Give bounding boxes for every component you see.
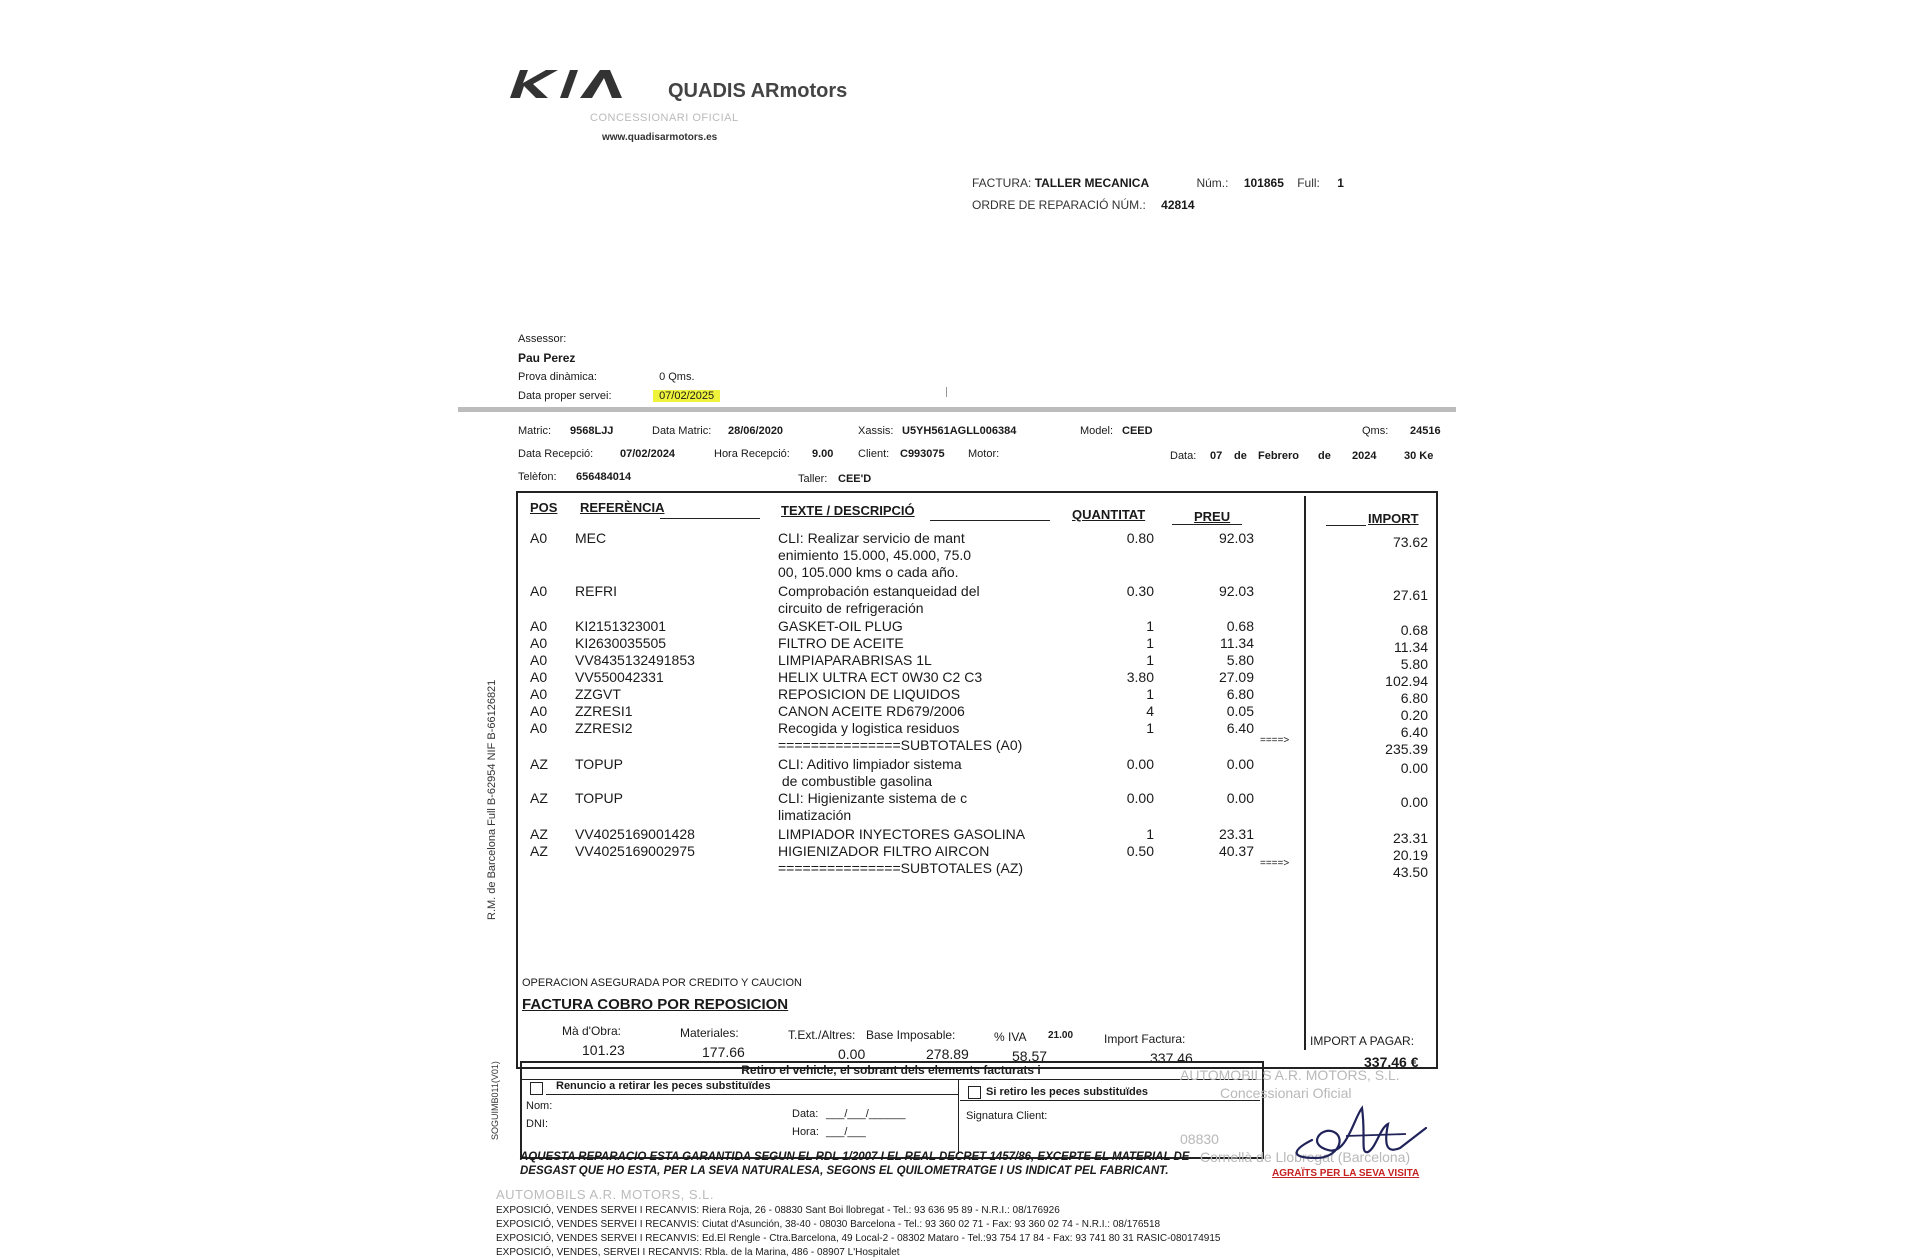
line-price: 40.37 bbox=[1218, 843, 1254, 859]
line-price: 6.80 bbox=[1226, 686, 1254, 702]
line-price: 92.03 bbox=[1218, 530, 1254, 546]
taller-label: Taller: bbox=[798, 473, 828, 485]
line-reference: ZZRESI1 bbox=[575, 703, 633, 719]
iva-rate: 21.00 bbox=[1048, 1030, 1074, 1041]
line-pos: A0 bbox=[530, 686, 548, 702]
repair-order-row bbox=[972, 198, 1195, 212]
stamp-line-1: AUTOMOBILS A.R. MOTORS, S.L. bbox=[1180, 1067, 1400, 1083]
company-name-footer: AUTOMOBILS A.R. MOTORS, S.L. bbox=[496, 1187, 714, 1202]
guarantee-text bbox=[520, 1150, 1189, 1178]
factura-cobro-title: FACTURA COBRO POR REPOSICION bbox=[522, 996, 789, 1013]
line-import: 0.68 bbox=[1400, 622, 1428, 638]
line-pos: A0 bbox=[530, 652, 548, 668]
stamp-line-2: Concessionari Oficial bbox=[1220, 1085, 1352, 1101]
line-price: 5.80 bbox=[1226, 652, 1254, 668]
line-pos: AZ bbox=[530, 756, 548, 772]
line-description: REPOSICION DE LIQUIDOS bbox=[778, 686, 961, 702]
hora-label-sig: Hora: bbox=[792, 1126, 819, 1138]
telefon-value: 656484014 bbox=[576, 471, 632, 483]
line-description: CLI: Aditivo limpiador sistema de combustible gasolina bbox=[778, 756, 962, 789]
prova-row bbox=[518, 368, 720, 387]
import-pagar-value: 337.46 € bbox=[1364, 1054, 1419, 1070]
line-quantity: 0.30 bbox=[1126, 583, 1154, 599]
line-quantity: 0.80 bbox=[1126, 530, 1154, 546]
line-reference: VV4025169001428 bbox=[575, 826, 695, 842]
line-reference: TOPUP bbox=[575, 790, 623, 806]
line-quantity: 0.00 bbox=[1126, 756, 1154, 772]
line-description: CLI: Higienizante sistema de c limatización bbox=[778, 790, 968, 823]
line-pos: A0 bbox=[530, 635, 548, 651]
data-code: 30 Ke bbox=[1404, 450, 1434, 462]
thanks-text: AGRAÏTS PER LA SEVA VISITA bbox=[1272, 1168, 1420, 1179]
line-reference: VV550042331 bbox=[575, 669, 664, 685]
hora-value: 9.00 bbox=[812, 448, 834, 460]
signature-divider bbox=[958, 1080, 959, 1154]
line-reference: REFRI bbox=[575, 583, 617, 599]
line-import: 27.61 bbox=[1392, 587, 1428, 603]
renuncio-label: Renuncio a retirar les peces substituïdes bbox=[556, 1080, 771, 1092]
base-label: Base Imposable: bbox=[866, 1028, 956, 1042]
line-import: 23.31 bbox=[1392, 830, 1428, 846]
line-quantity: 1 bbox=[1146, 652, 1154, 668]
line-reference: TOPUP bbox=[575, 756, 623, 772]
line-quantity: 1 bbox=[1146, 826, 1154, 842]
line-quantity: 4 bbox=[1146, 703, 1154, 719]
line-quantity: 0.50 bbox=[1126, 843, 1154, 859]
model-value: CEED bbox=[1122, 425, 1153, 437]
line-pos: A0 bbox=[530, 669, 548, 685]
brand-name: QUADIS ARmotors bbox=[668, 80, 848, 102]
price-header-rule bbox=[1172, 524, 1242, 525]
line-pos: AZ bbox=[530, 790, 548, 806]
line-price: 0.05 bbox=[1226, 703, 1254, 719]
ma-obra-label: Mà d'Obra: bbox=[562, 1024, 621, 1038]
line-description: HIGIENIZADOR FILTRO AIRCON bbox=[778, 843, 990, 859]
line-price: 6.40 bbox=[1226, 720, 1254, 736]
xassis-value: U5YH561AGLL006384 bbox=[902, 425, 1017, 437]
line-description: LIMPIAPARABRISAS 1L bbox=[778, 652, 932, 668]
line-import: 0.00 bbox=[1400, 794, 1428, 810]
col-header-ref: REFERÈNCIA bbox=[580, 500, 665, 515]
line-description: Comprobación estanqueidad del circuito de refrigeración bbox=[778, 583, 980, 616]
motor-label: Motor: bbox=[968, 448, 1000, 460]
import-header-rule bbox=[1326, 525, 1366, 526]
registry-text: R.M. de Barcelona Full B-62954 NIF B-66126821 bbox=[486, 679, 498, 920]
col-header-import: IMPORT bbox=[1368, 511, 1419, 526]
subtotal-arrow: ====> bbox=[1260, 858, 1290, 869]
model-label: Model: bbox=[1080, 425, 1114, 437]
full-label: Full: bbox=[1297, 176, 1320, 190]
data-label: Data: bbox=[1170, 450, 1197, 462]
renuncio-checkbox[interactable] bbox=[530, 1082, 543, 1095]
data-year: 2024 bbox=[1352, 450, 1377, 462]
line-pos: A0 bbox=[530, 720, 548, 736]
data-matric-value: 28/06/2020 bbox=[728, 425, 784, 437]
iva-value: 58.57 bbox=[1012, 1048, 1048, 1064]
data-day: 07 bbox=[1210, 450, 1223, 462]
materials-label: Materiales: bbox=[680, 1026, 739, 1040]
line-description: CANON ACEITE RD679/2006 bbox=[778, 703, 965, 719]
si-retiro-checkbox[interactable] bbox=[968, 1086, 981, 1099]
operacion-text: OPERACION ASEGURADA POR CREDITO Y CAUCION bbox=[522, 977, 802, 989]
si-retiro-label: Si retiro les peces substituïdes bbox=[986, 1086, 1149, 1098]
prova-unit: Qms. bbox=[668, 371, 695, 383]
address-line-1: EXPOSICIÓ, VENDES SERVEI I RECANVIS: Riera Roja, 26 - 08830 Sant Boi llobregat - Tel.: 93 636 95 89 - N.R.I.: 08/176926 bbox=[496, 1205, 1060, 1216]
line-quantity: 1 bbox=[1146, 720, 1154, 736]
website-url: www.quadisarmotors.es bbox=[602, 132, 718, 143]
dni-label: DNI: bbox=[526, 1118, 548, 1130]
iva-label: % IVA bbox=[994, 1030, 1027, 1044]
data-matric-label: Data Matric: bbox=[652, 425, 712, 437]
line-price: 0.00 bbox=[1226, 756, 1254, 772]
taller-value: CEE'D bbox=[838, 473, 872, 485]
line-pos: A0 bbox=[530, 530, 548, 546]
line-price: 11.34 bbox=[1220, 635, 1254, 651]
line-import: 5.80 bbox=[1400, 656, 1428, 672]
col-header-pos: POS bbox=[530, 500, 558, 515]
line-import: 6.80 bbox=[1400, 690, 1428, 706]
line-reference: ZZRESI2 bbox=[575, 720, 633, 736]
import-pagar-label: IMPORT A PAGAR: bbox=[1310, 1034, 1415, 1048]
address-line-2: EXPOSICIÓ, VENDES SERVEI I RECANVIS: Ciutat d'Asunción, 38-40 - 08030 Barcelona - Tel.: 93 360 02 71 - Fax: 93 360 02 74 - N.R.I.: 08/176518 bbox=[496, 1219, 1161, 1230]
signature-head: Retiro el vehicle, el sobrant dels elements facturats i bbox=[522, 1063, 1260, 1080]
recepcio-label: Data Recepció: bbox=[518, 448, 594, 460]
line-pos: A0 bbox=[530, 618, 548, 634]
line-quantity: 3.80 bbox=[1126, 669, 1154, 685]
line-description: LIMPIADOR INYECTORES GASOLINA bbox=[778, 826, 1026, 842]
line-description: Recogida y logistica residuos bbox=[778, 720, 960, 736]
num-label: Núm.: bbox=[1196, 176, 1229, 190]
line-reference: KI2630035505 bbox=[575, 635, 667, 651]
form-code: SOGUIMB011(V01) bbox=[490, 1061, 500, 1140]
prova-value: 0 bbox=[659, 371, 666, 383]
invoice-number: 101865 bbox=[1243, 176, 1284, 190]
data-de-2: de bbox=[1318, 450, 1331, 462]
line-price: 23.31 bbox=[1218, 826, 1254, 842]
line-quantity: 1 bbox=[1146, 618, 1154, 634]
qms-value: 24516 bbox=[1410, 425, 1441, 437]
col-header-desc: TEXTE / DESCRIPCIÓ bbox=[781, 503, 915, 518]
col-header-qty: QUANTITAT bbox=[1072, 507, 1146, 522]
line-import: 0.00 bbox=[1400, 760, 1428, 776]
line-reference: MEC bbox=[575, 530, 607, 546]
data-blank[interactable]: ___/___/______ bbox=[826, 1108, 906, 1120]
proper-row bbox=[518, 387, 720, 406]
client-label: Client: bbox=[858, 448, 890, 460]
import-factura-label: Import Factura: bbox=[1104, 1032, 1186, 1046]
line-description: FILTRO DE ACEITE bbox=[778, 635, 904, 651]
line-import: 235.39 bbox=[1385, 741, 1428, 757]
line-import: 102.94 bbox=[1385, 673, 1428, 689]
line-quantity: 0.00 bbox=[1126, 790, 1154, 806]
full-value: 1 bbox=[1337, 176, 1344, 190]
line-description: ===============SUBTOTALES (AZ) bbox=[778, 860, 1024, 876]
line-import: 73.62 bbox=[1392, 534, 1428, 550]
assessor-block bbox=[518, 330, 720, 406]
ordre-label: ORDRE DE REPARACIÓ NÚM.: bbox=[972, 198, 1146, 212]
data-label-sig: Data: bbox=[792, 1108, 819, 1120]
line-price: 27.09 bbox=[1218, 669, 1254, 685]
line-import: 20.19 bbox=[1392, 847, 1428, 863]
data-month: Febrero bbox=[1258, 450, 1299, 462]
kia-logo bbox=[506, 64, 636, 102]
line-price: 0.00 bbox=[1226, 790, 1254, 806]
address-line-3: EXPOSICIÓ, VENDES SERVEI I RECANVIS: Ed.El Rengle - Ctra.Barcelona, 49 Local-2 - 08302 Mataro - Tel.:93 754 17 84 - Fax: 93 741 80 31 RASIC-080174915 bbox=[496, 1233, 1221, 1244]
subtotal-arrow: ====> bbox=[1260, 735, 1290, 746]
ma-obra-value: 101.23 bbox=[582, 1042, 625, 1058]
text-altres-value: 0.00 bbox=[838, 1046, 866, 1062]
next-service-date: 07/02/2025 bbox=[653, 390, 720, 402]
nom-label: Nom: bbox=[526, 1100, 553, 1112]
desc-header-rule bbox=[930, 520, 1050, 521]
line-reference: KI2151323001 bbox=[575, 618, 667, 634]
line-price: 92.03 bbox=[1218, 583, 1254, 599]
client-value: C993075 bbox=[900, 448, 945, 460]
line-reference: ZZGVT bbox=[575, 686, 621, 702]
qms-label: Qms: bbox=[1362, 425, 1389, 437]
proper-label: Data proper servei: bbox=[518, 390, 612, 402]
line-quantity: 1 bbox=[1146, 635, 1154, 651]
text-altres-label: T.Ext./Altres: bbox=[788, 1028, 856, 1042]
base-value: 278.89 bbox=[926, 1046, 969, 1062]
line-description: HELIX ULTRA ECT 0W30 C2 C3 bbox=[778, 669, 983, 685]
import-factura-value: 337.46 bbox=[1150, 1050, 1193, 1066]
col-header-price: PREU bbox=[1194, 509, 1231, 524]
line-import: 43.50 bbox=[1392, 864, 1428, 880]
line-reference: VV8435132491853 bbox=[575, 652, 695, 668]
line-quantity: 1 bbox=[1146, 686, 1154, 702]
assessor-label: Assessor: bbox=[518, 333, 567, 345]
tick-mark bbox=[946, 387, 947, 397]
stamp-line-4: Cornellà de Llobregat (Barcelona) bbox=[1200, 1149, 1411, 1165]
stamp-line-3: 08830 bbox=[1180, 1131, 1219, 1147]
section-divider bbox=[458, 407, 1456, 412]
vehicle-info bbox=[518, 420, 1441, 489]
handwritten-signature bbox=[1276, 1088, 1436, 1178]
telefon-label: Telèfon: bbox=[518, 471, 557, 483]
line-pos: A0 bbox=[530, 583, 548, 599]
line-description: CLI: Realizar servicio de mant enimiento 15.000, 45.000, 75.0 00, 105.000 kms o cada año. bbox=[778, 530, 972, 580]
prova-label: Prova dinàmica: bbox=[518, 371, 597, 383]
ref-header-rule bbox=[660, 518, 760, 519]
line-import: 11.34 bbox=[1394, 639, 1428, 655]
matric-label: Matric: bbox=[518, 425, 551, 437]
address-line-4: EXPOSICIÓ, VENDES, SERVEI I RECANVIS: Rbla. de la Marina, 486 - 08907 L'Hospitalet bbox=[496, 1247, 900, 1258]
assessor-name: Pau Perez bbox=[518, 351, 576, 365]
line-price: 0.68 bbox=[1226, 618, 1254, 634]
guarantee-line-2: DESGAST QUE HO ESTA, PER LA SEVA NATURALESA, SEGONS EL QUILOMETRATGE I US INDICAT PEL FABRICANT. bbox=[520, 1165, 1169, 1177]
data-de-1: de bbox=[1234, 450, 1247, 462]
factura-value: TALLER MECANICA bbox=[1034, 176, 1150, 190]
signatura-label: Signatura Client: bbox=[966, 1110, 1048, 1122]
line-pos: A0 bbox=[530, 703, 548, 719]
renuncio-rule bbox=[546, 1094, 958, 1095]
line-description: GASKET-OIL PLUG bbox=[778, 618, 903, 634]
line-pos: AZ bbox=[530, 843, 548, 859]
line-description: ===============SUBTOTALES (A0) bbox=[778, 737, 1023, 753]
matric-value: 9568LJJ bbox=[570, 425, 614, 437]
factura-label: FACTURA: bbox=[972, 176, 1032, 190]
line-reference: VV4025169002975 bbox=[575, 843, 695, 859]
concession-label: CONCESSIONARI OFICIAL bbox=[590, 112, 739, 124]
xassis-label: Xassis: bbox=[858, 425, 894, 437]
line-import: 0.20 bbox=[1400, 707, 1428, 723]
hora-blank[interactable]: ___/___ bbox=[826, 1126, 866, 1138]
invoice-header-row bbox=[972, 176, 1344, 190]
address-block bbox=[496, 1204, 1220, 1260]
guarantee-line-1: AQUESTA REPARACIO ESTA GARANTIDA SEGUN EL RDL 1/2007 I EL REAL DECRET 1457/86, EXCEPTE EL MATERIAL DE bbox=[520, 1151, 1190, 1163]
hora-label: Hora Recepció: bbox=[714, 448, 790, 460]
ordre-value: 42814 bbox=[1161, 198, 1195, 212]
line-pos: AZ bbox=[530, 826, 548, 842]
line-import: 6.40 bbox=[1400, 724, 1428, 740]
recepcio-value: 07/02/2024 bbox=[620, 448, 676, 460]
materials-value: 177.66 bbox=[702, 1044, 745, 1060]
